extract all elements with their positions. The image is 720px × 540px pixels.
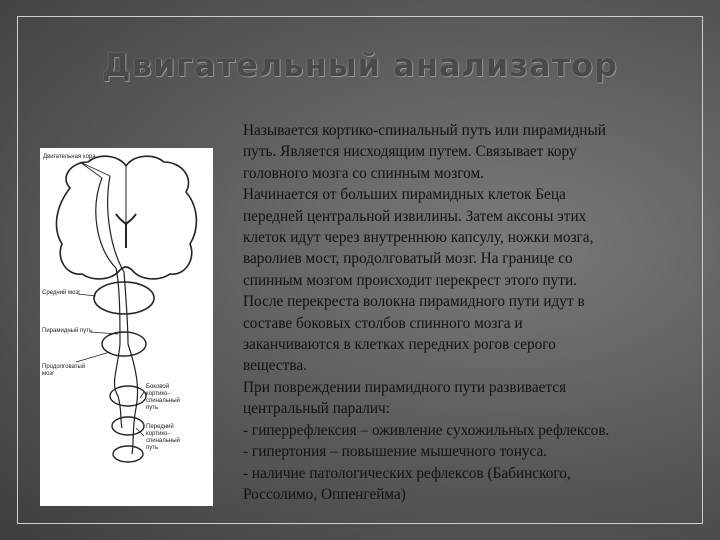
text-line: - наличие патологических рефлексов (Бабинского, xyxy=(243,464,571,482)
text-line: путь. Является нисходящим путем. Связывает кору xyxy=(243,143,577,161)
text-line: головного мозга со спинным мозгом. xyxy=(243,164,485,182)
pyramidal-tract-diagram xyxy=(40,148,213,506)
text-line: - гиперрефлексия – оживление сухожильных рефлексов. xyxy=(243,421,610,439)
text-line: При повреждении пирамидного пути развивается xyxy=(243,378,567,396)
text-line: составе боковых столбов спинного мозга и xyxy=(243,314,523,332)
text-line: вещества. xyxy=(243,357,307,375)
slide-title: Двигательный анализатор xyxy=(102,46,618,84)
midbrain-section xyxy=(94,282,154,314)
text-line: центральный паралич: xyxy=(243,400,391,418)
text-line: Россолимо, Оппенгейма) xyxy=(243,485,406,503)
label-lateral-line-4: путь xyxy=(146,405,159,411)
leader-medulla xyxy=(76,352,110,362)
label-midbrain: Средний мозг xyxy=(42,290,81,296)
text-line: передней центральной извилины. Затем аксоны этих xyxy=(243,207,587,225)
text-line: После перекреста волокна пирамидного пути идут в xyxy=(243,293,585,311)
text-line: - гипертония – повышение мышечного тонуса. xyxy=(243,443,548,461)
label-lateral-line-2: кортико– xyxy=(146,391,171,397)
text-line: варолиев мост, продолговатый мозг. На границе со xyxy=(243,250,573,268)
label-lateral-tract xyxy=(146,384,180,412)
label-anterior-line-2: кортико– xyxy=(146,431,171,437)
spinal-segment-3 xyxy=(113,446,143,462)
text-line: заканчиваются в клетках передних рогов серого xyxy=(243,336,556,354)
label-anterior-line-3: спинальный xyxy=(146,438,180,444)
diagram-drawing xyxy=(40,148,213,506)
text-line: Называется кортико-спинальный путь или пирамидный xyxy=(243,122,606,139)
label-medulla xyxy=(42,364,85,378)
label-anterior-line-1: Передний xyxy=(146,424,174,430)
label-pyramidal-tract: Пирамидный путь xyxy=(42,328,93,334)
label-lateral-line-3: спинальный xyxy=(146,398,180,404)
slide-body-text xyxy=(243,120,693,505)
label-medulla-line-2: мозг xyxy=(42,371,55,377)
text-line: клеток идут через внутреннюю капсулу, ножки мозга, xyxy=(243,229,594,247)
text-line: Начинается от больших пирамидных клеток Беца xyxy=(243,186,566,204)
label-lateral-line-1: Боковой xyxy=(146,384,170,390)
label-anterior-tract xyxy=(146,424,180,452)
label-motor-cortex: Двигательная кора xyxy=(43,154,96,160)
text-line: спинным мозгом происходит перекрест этого пути. xyxy=(243,271,578,289)
label-anterior-line-4: путь xyxy=(146,445,159,451)
label-medulla-line-1: Продолговатый xyxy=(42,364,86,370)
leader-midbrain xyxy=(78,294,96,296)
spinal-segment-2 xyxy=(112,417,144,435)
